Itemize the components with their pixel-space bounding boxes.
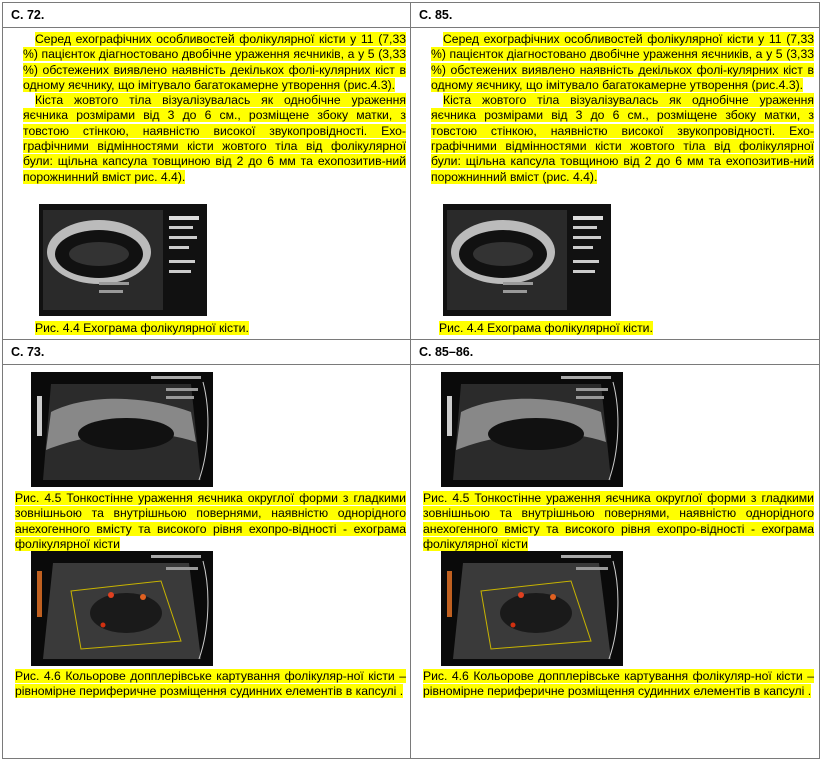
caption-4-5-right: Рис. 4.5 Тонкостінне ураження яєчника округлої форми з гладкими зовнішньою та внутрішньою повернями, наявністю однорідного анехогенного вмісту та високого рівня ехопро-відності - ехограма фолікулярної кісти	[423, 491, 814, 551]
cell-header-left	[3, 3, 411, 28]
caption-4-4-left: Рис. 4.4 Ехограма фолікулярної кісти.	[35, 321, 249, 335]
caption-4-4-right: Рис. 4.4 Ехограма фолікулярної кісти.	[439, 321, 653, 335]
caption-4-5-left: Рис. 4.5 Тонкостінне ураження яєчника округлої форми з гладкими зовнішньою та внутрішньою повернями, наявністю однорідного анехогенного вмісту та високого рівня ехопро-відності - ехограма фолікулярної кісти	[15, 491, 406, 551]
doppler-image-4-6-right	[441, 551, 623, 666]
cell-text-right	[411, 28, 820, 340]
text-block-left	[23, 32, 406, 185]
page-ref-right-bottom: С. 85–86.	[419, 345, 474, 359]
page-ref-left-bottom: С. 73.	[11, 345, 45, 359]
paragraph-1-left: Серед ехографічних особливостей фолікулярної кісти у 11 (7,33 %) пацієнток діагностовано двобічне ураження яєчників, а у 5 (3,33 %) обстежених виявлено наявність декількох фолі-кулярних кіст в одному яєчнику, що імітувало багатокамерне утворення (рис.4.3).	[23, 32, 406, 92]
cell-text-left	[3, 28, 411, 340]
comparison-table	[2, 2, 820, 759]
doppler-image-4-6-left	[31, 551, 213, 666]
ultrasound-image-4-4-right	[443, 204, 611, 316]
caption-4-6-left: Рис. 4.6 Кольорове допплерівське картування фолікуляр-ної кісти – рівномірне периферичне розміщення судинних елементів в капсулі .	[15, 669, 406, 699]
paragraph-1-right: Серед ехографічних особливостей фолікулярної кісти у 11 (7,33 %) пацієнток діагностовано двобічне ураження яєчників, а у 5 (3,33 %) обстежених виявлено наявність декількох фолі-кулярних кіст в одному яєчнику, що імітувало багатокамерне утворення (рис.4.3).	[431, 32, 814, 92]
ultrasound-image-4-5-right	[441, 372, 623, 487]
page-ref-left-top: С. 72.	[11, 8, 45, 22]
cell-figures-right	[411, 365, 820, 759]
paragraph-2-right: Кіста жовтого тіла візуалізувалась як однобічне ураження яєчника розмірами від 3 до 6 см., розміщене збоку матки, з товстою стінкою, наявністю високої звукопровідності. Ехо-графічними відмінностями кісти жовтого тіла від фолікулярної були: щільна капсула товщиною від 2 до 6 мм та ехопозитив-ний порожнинний вміст (рис. 4.4).	[431, 93, 814, 184]
caption-4-6-right: Рис. 4.6 Кольорове допплерівське картування фолікуляр-ної кісти – рівномірне периферичне розміщення судинних елементів в капсулі .	[423, 669, 814, 699]
page-ref-right-top: С. 85.	[419, 8, 453, 22]
paragraph-2-left: Кіста жовтого тіла візуалізувалась як однобічне ураження яєчника розмірами від 3 до 6 см., розміщене збоку матки, з товстою стінкою, наявністю високої звукопровідності. Ехо-графічними відмінностями кісти жовтого тіла від фолікулярної були: щільна капсула товщиною від 2 до 6 мм та ехопозитив-ний порожнинний вміст рис. 4.4).	[23, 93, 406, 184]
cell-header-left-bottom	[3, 340, 411, 365]
cell-figures-left	[3, 365, 411, 759]
ultrasound-image-4-4-left	[39, 204, 207, 316]
cell-header-right-bottom	[411, 340, 820, 365]
text-block-right	[431, 32, 814, 185]
cell-header-right	[411, 3, 820, 28]
ultrasound-image-4-5-left	[31, 372, 213, 487]
